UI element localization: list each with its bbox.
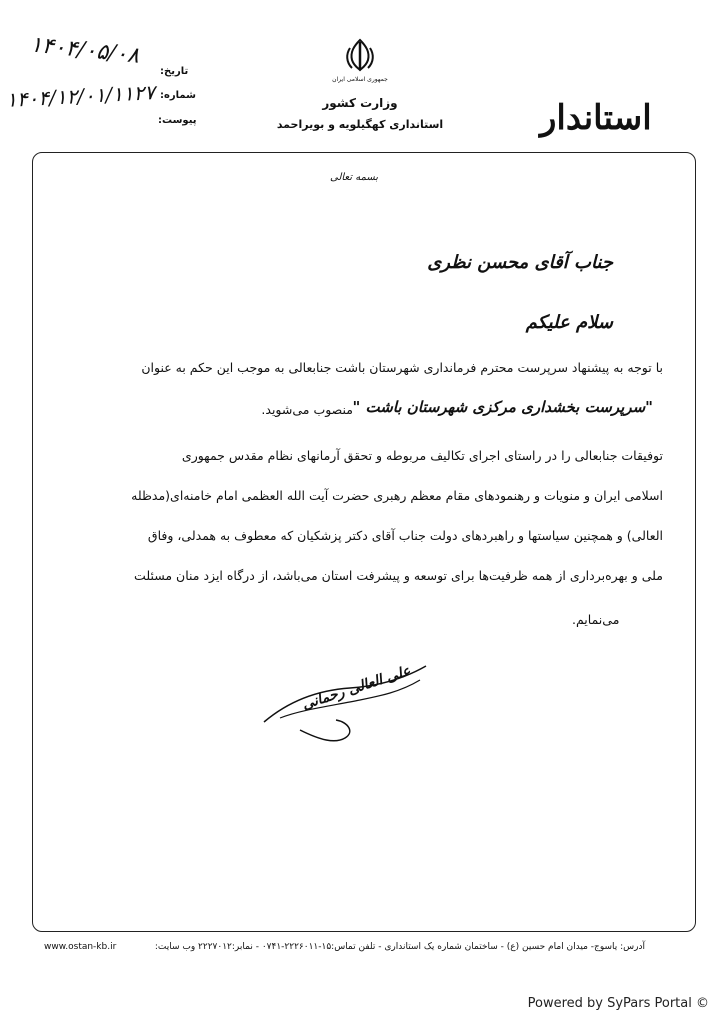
paragraph1-role: "سرپرست بخشداری مرکزی شهرستان باشت " [352,398,653,416]
signature-name: علی العالی رحمانی [300,662,413,714]
greeting: سلام علیکم [525,312,613,333]
paragraph2-line5: می‌نمایم. [572,612,620,627]
ministry-title: وزارت کشور [322,96,398,110]
paragraph2-line3: العالی) و همچنین سیاستها و راهبردهای دولت جناب آقای دکتر پزشکیان که معطوف به همدلی، وفاق [147,528,663,543]
paragraph1-tail: منصوب می‌شوید. [261,402,353,417]
recipient: جناب آقای محسن نظری [427,252,613,273]
paragraph2-line1: توفیقات جنابعالی را در راستای اجرای تکالیف مربوطه و تحقق آرمانهای نظام مقدس جمهوری [181,448,663,463]
number-label: شماره: [160,90,196,101]
paragraph2-line2: اسلامی ایران و منویات و رهنمودهای مقام معظم رهبری حضرت آیت الله العظمی امام خامنه‌ای(مدظله [131,488,663,503]
date-label: تاریخ: [160,66,189,77]
handwritten-date: ۱۴۰۴/۰۵/۰۸ [28,32,141,69]
footer-address: آدرس: یاسوج- میدان امام حسین (ع) - ساختمان شماره یک استانداری - تلفن تماس:۱۵-۲۲۲۶۰۱۱-۰۷۴۱ - نمابر:۲۲۲۷۰۱۲ وب سایت: [154,942,645,952]
emblem-caption: جمهوری اسلامی ایران [332,76,388,83]
footer-website[interactable]: www.ostan-kb.ir [44,942,117,952]
paragraph1-line1: با توجه به پیشنهاد سرپرست محترم فرمانداری شهرستان باشت جنابعالی به موجب این حکم به عنوان [141,360,663,375]
powered-by: Powered by SyPars Portal © [527,996,709,1011]
ostandar-title: استاندار [540,98,652,138]
iran-emblem-icon [340,36,380,76]
attachment-label: پیوست: [158,115,197,126]
basmala: بسمه تعالی [330,172,379,183]
paragraph2-line4: ملی و بهره‌برداری از همه ظرفیت‌ها برای توسعه و پیشرفت استان می‌باشد، از درگاه ایزد منان مسئلت [134,568,663,583]
handwritten-number: ۱۴۰۴/۱۲/۰۱/۱۱۲۷ [5,80,156,112]
governorate-title: استانداری کهگیلویه و بویراحمد [276,118,444,131]
